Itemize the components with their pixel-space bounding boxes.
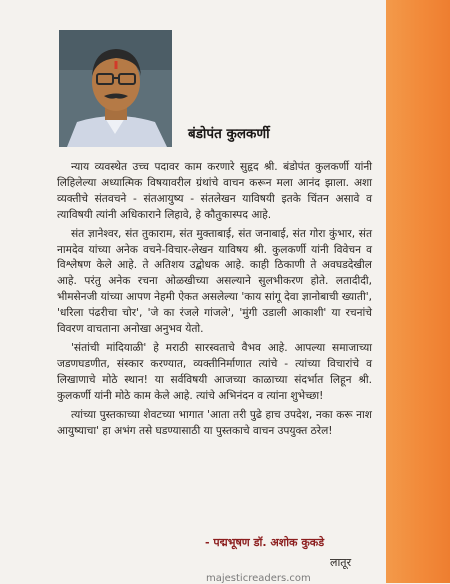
signature-place: लातूर: [330, 556, 352, 569]
paragraph: संत ज्ञानेश्वर, संत तुकाराम, संत मुक्ताबाई, संत जनाबाई, संत गोरा कुंभार, संत नामदेव यांच्या अनेक वचने-विचार-लेखन याविषय श्री. कुलकर्णी यांनी विवेचन व विश्लेषण केले आहे. ते अतिशय उद्बोधक आहे. काही ठिकाणी ते अवघडदेखील आहे. परंतु अनेक रचना ओळखीच्या असल्याने सुलभीकरण होते. लतादीदी, भीमसेनजी यांच्या आपण नेहमी ऐकत असलेल्या 'काय सांगू देवा ज्ञानोबाची ख्याती', 'धरिला पंढरीचा चोर', 'जे का रंजले गांजले', 'मुंगी उडाली आकाशी' या रचनांचे विवरण वाचताना अनोखा अनुभव येतो.: [57, 227, 372, 336]
author-name: बंडोपंत कुलकर्णी: [188, 126, 270, 142]
watermark: majesticreaders.com: [206, 573, 311, 584]
author-photo: [59, 30, 172, 147]
paragraph: त्यांच्या पुस्तकाच्या शेवटच्या भागात 'आता तरी पुढे हाच उपदेश, नका करू नाश आयुष्याचा' हा अभंग तसे घडण्यासाठी या पुस्तकाचे वाचन उपयुक्त ठरेल!: [57, 408, 372, 437]
signature: - पद्मभूषण डॉ. अशोक कुकडे: [205, 536, 325, 549]
book-spine-strip: [386, 0, 450, 583]
paragraph: न्याय व्यवस्थेत उच्च पदावर काम करणारे सुहृद श्री. बंडोपंत कुलकर्णी यांनी लिहिलेल्या अध्यात्मिक विषयावरील ग्रंथांचे वाचन करून मला आनंद झाला. अशा व्यक्तीचे संतवचने - संतआयुष्य - संतलेखन याविषयी इतके चिंतन असावे व त्याविषयी त्यांनी अधिकाराने लिहावे, हे कौतुकास्पद आहे.: [57, 161, 372, 221]
paragraph: 'संतांची मांदियाळी' हे मराठी सारस्वताचे वैभव आहे. आपल्या समाजाच्या जडणघडणीत, संस्कार करण्यात, व्यक्तीनिर्माणात त्यांचे - त्यांच्या विचारांचे व लिखाणाचे मोठे स्थान! या सर्वविषयी आजच्या काळाच्या संदर्भात लिहून श्री. कुलकर्णी यांनी मोठे काम केले आहे. त्यांचे अभिनंदन व त्यांना शुभेच्छा!: [57, 341, 372, 402]
foreword-text: [57, 160, 372, 442]
